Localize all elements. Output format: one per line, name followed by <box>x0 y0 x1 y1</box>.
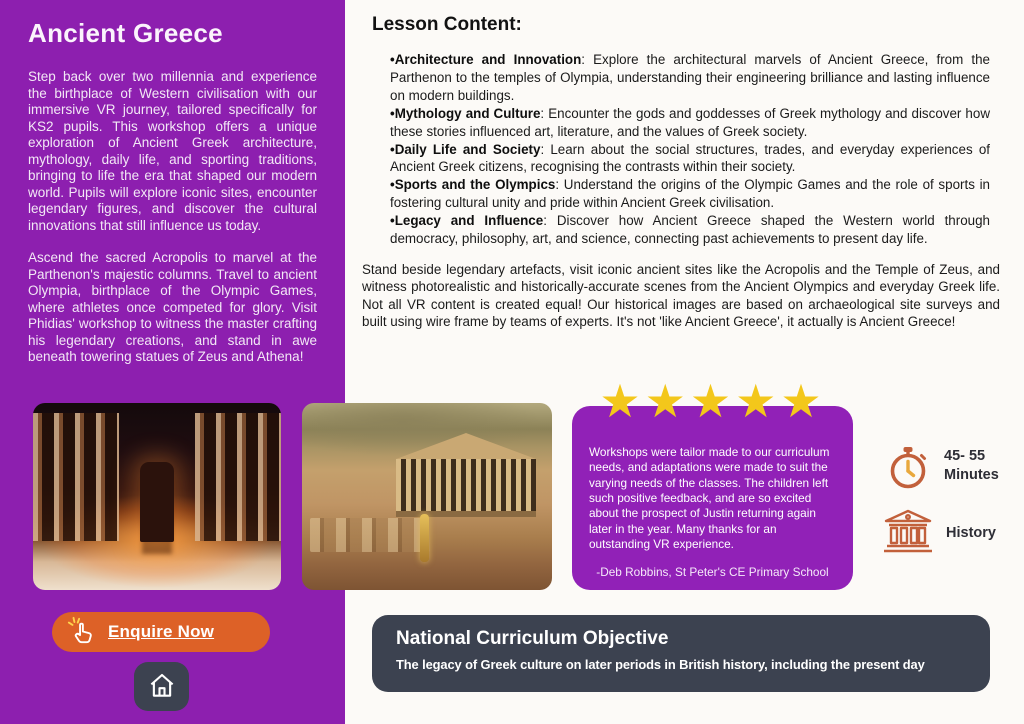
bullet-architecture: •Architecture and Innovation: Explore the architectural marvels of Ancient Greece, from the Parthenon to the temples of Olympia, understanding their engineering brilliance and lasting influence on modern buildings. <box>390 52 990 103</box>
closing-paragraph: Stand beside legendary artefacts, visit iconic ancient sites like the Acropolis and the Temple of Zeus, and witness photorealistic and historically-accurate scenes from the Ancient Olympics and everyday Greek life. Not all VR content is created equal! Our historical images are based on archaeological site surveys and built using wire frame by teams of experts. It's not 'like Ancient Greece', it actually is Ancient Greece! <box>362 261 1000 330</box>
lesson-content-section <box>362 14 1002 344</box>
gold-statue-art <box>420 514 429 562</box>
testimonial-quote: Workshops were tailor made to our curriculum needs, and adaptations were made to suit the varying needs of the classes. The children left such positive feedback, and are so excited about the prospect of Justin returning again later in the year. Many thanks for an outstanding VR experience. <box>589 444 830 552</box>
museum-building-icon <box>882 508 934 559</box>
curriculum-objective-title: National Curriculum Objective <box>396 628 669 649</box>
curriculum-objective-card <box>372 615 990 692</box>
lesson-bullet-list <box>390 51 990 248</box>
experience-paragraph: Ascend the sacred Acropolis to marvel at the Parthenon's majestic columns. Travel to ancient Olympia, birthplace of the Olympic Games, where athletes once competed for glory. Visit Phidias' workshop to witness the master crafting his legendary creations, and stand in awe beneath towering statues of Zeus and Athena! <box>28 250 317 364</box>
bullet-sports: •Sports and the Olympics: Understand the origins of the Olympic Games and the role of sports in fostering cultural unity and pride within Ancient Greek civilisation. <box>390 177 991 211</box>
athena-statue-art <box>140 462 174 542</box>
subject-label: History <box>946 525 996 541</box>
enquire-now-label: Enquire Now <box>108 622 215 641</box>
testimonial-card <box>572 375 853 590</box>
lesson-content-heading: Lesson Content: <box>372 14 522 35</box>
image-parthenon-interior-athena-statue <box>33 403 281 590</box>
enquire-now-button[interactable] <box>52 612 270 652</box>
parthenon-temple-art <box>390 433 542 517</box>
home-icon <box>146 670 178 703</box>
five-star-rating: ★★★★★ <box>599 375 826 427</box>
bullet-legacy: •Legacy and Influence: Discover how Ancient Greece shaped the Western world through democracy, philosophy, art, and science, connecting past achievements to present day life. <box>390 213 990 247</box>
home-button[interactable] <box>134 662 189 711</box>
bullet-daily-life: •Daily Life and Society: Learn about the social structures, trades, and everyday experiences of Ancient Greek citizens, recognising the contrasts within their society. <box>390 141 990 175</box>
page-title: Ancient Greece <box>28 18 223 48</box>
duration-label: 45- 55 Minutes <box>944 448 999 483</box>
subject-detail <box>882 508 996 559</box>
duration-detail <box>884 444 999 497</box>
stopwatch-icon <box>884 444 932 497</box>
bullet-mythology: •Mythology and Culture: Encounter the gods and goddesses of Greek mythology and discover how these stories influenced art, literature, and the values of Greek society. <box>390 105 990 139</box>
testimonial-attribution: -Deb Robbins, St Peter's CE Primary School <box>596 565 829 579</box>
curriculum-objective-text: The legacy of Greek culture on later periods in British history, including the present day <box>396 657 925 672</box>
intro-paragraph: Step back over two millennia and experience the birthplace of Western civilisation with our immersive VR journey, tailored specifically for KS2 pupils. This workshop offers a unique exploration of Ancient Greek architecture, mythology, daily life, and sporting traditions, bringing to life the era that shaped our modern world. Pupils will explore iconic sites, encounter legendary figures, and discover the cultural innovations that still influence us today. <box>28 69 317 233</box>
image-acropolis-aerial-view <box>302 403 552 590</box>
click-hand-icon <box>66 616 96 649</box>
ruins-art <box>310 518 430 552</box>
